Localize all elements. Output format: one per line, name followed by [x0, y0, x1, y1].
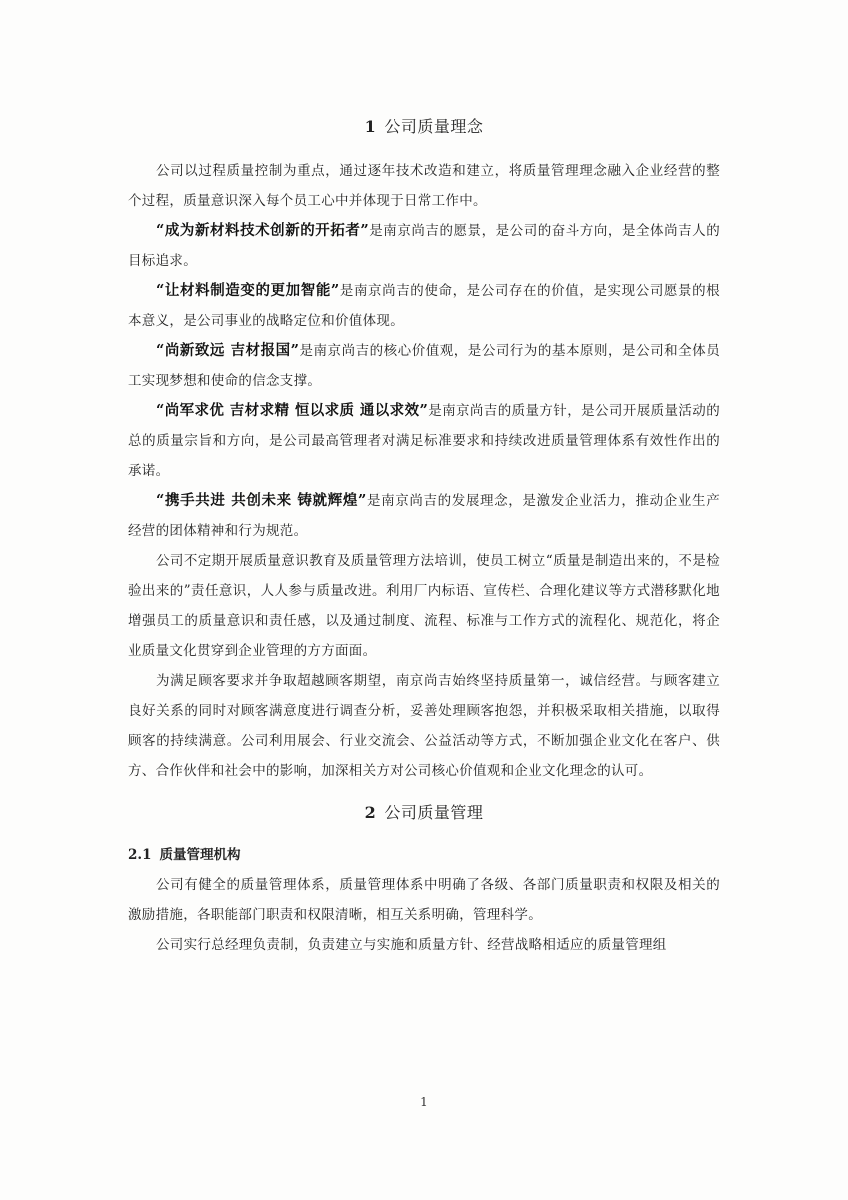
- customer-paragraph: 为满足顾客要求并争取超越顾客期望，南京尚吉始终坚持质量第一，诚信经营。与顾客建立良好关系的同时对顾客满意度进行调查分析，妥善处理顾客抱怨，并积极采取相关措施，以取得顾客的持续满意。公司利用展会、行业交流会、公益活动等方式，不断加强企业文化在客户、供方、合作伙伴和社会中的影响，加深相关方对公司核心价值观和企业文化理念的认可。: [128, 673, 720, 779]
- development-quote: “携手共进 共创未来 铸就辉煌”: [156, 492, 367, 509]
- quality-policy-quote: “尚军求优 吉材求精 恒以求质 通以求效”: [156, 402, 429, 419]
- section-1-number: 1: [364, 117, 377, 136]
- page-number: 1: [420, 1095, 428, 1109]
- section-2-heading: [128, 798, 720, 828]
- page-content: [128, 112, 720, 960]
- mission-paragraph: [128, 276, 720, 336]
- development-text: 是南京尚吉的发展理念，是激发企业活力，推动企业生产经营的团体精神和行为规范。: [128, 493, 720, 539]
- gm-responsibility-paragraph: 公司实行总经理负责制，负责建立与实施和质量方针、经营战略相适应的质量管理组: [156, 937, 667, 953]
- section-2-title: 公司质量管理: [384, 803, 484, 822]
- subsection-2-1-number: 2.1: [128, 847, 152, 863]
- vision-text: 是南京尚吉的愿景，是公司的奋斗方向，是全体尚吉人的目标追求。: [128, 223, 720, 269]
- training-paragraph: 公司不定期开展质量意识教育及质量管理方法培训，使员工树立“质量是制造出来的，不是检验出来的”责任意识，人人参与质量改进。利用厂内标语、宣传栏、合理化建议等方式潜移默化地增强员工的质量意识和责任感，以及通过制度、流程、标准与工作方式的流程化、规范化，将企业质量文化贯穿到企业管理的方方面面。: [128, 553, 720, 659]
- subsection-2-1-title: 质量管理机构: [159, 847, 241, 863]
- qms-paragraph: 公司有健全的质量管理体系，质量管理体系中明确了各级、各部门质量职责和权限及相关的激励措施，各职能部门职责和权限清晰，相互关系明确，管理科学。: [128, 877, 720, 923]
- section-1-heading: [128, 112, 720, 142]
- core-values-paragraph: [128, 336, 720, 396]
- section-1-title: 公司质量理念: [384, 117, 484, 136]
- mission-text: 是南京尚吉的使命，是公司存在的价值，是实现公司愿景的根本意义，是公司事业的战略定位和价值体现。: [128, 283, 720, 329]
- section-2-number: 2: [364, 803, 377, 822]
- vision-paragraph: [128, 216, 720, 276]
- quality-policy-text: 是南京尚吉的质量方针，是公司开展质量活动的总的质量宗旨和方向，是公司最高管理者对满足标准要求和持续改进质量管理体系有效性作出的承诺。: [128, 403, 720, 479]
- subsection-2-1-heading: [128, 840, 720, 870]
- mission-quote: “让材料制造变的更加智能”: [156, 282, 340, 299]
- intro-paragraph: 公司以过程质量控制为重点，通过逐年技术改造和建立，将质量管理理念融入企业经营的整个过程，质量意识深入每个员工心中并体现于日常工作中。: [128, 163, 720, 209]
- development-paragraph: [128, 486, 720, 546]
- quality-policy-paragraph: [128, 396, 720, 486]
- core-values-text: 是南京尚吉的核心价值观，是公司行为的基本原则，是公司和全体员工实现梦想和使命的信念支撑。: [128, 343, 721, 389]
- core-values-quote: “尚新致远 吉材报国”: [156, 342, 300, 359]
- vision-quote: “成为新材料技术创新的开拓者”: [156, 222, 370, 239]
